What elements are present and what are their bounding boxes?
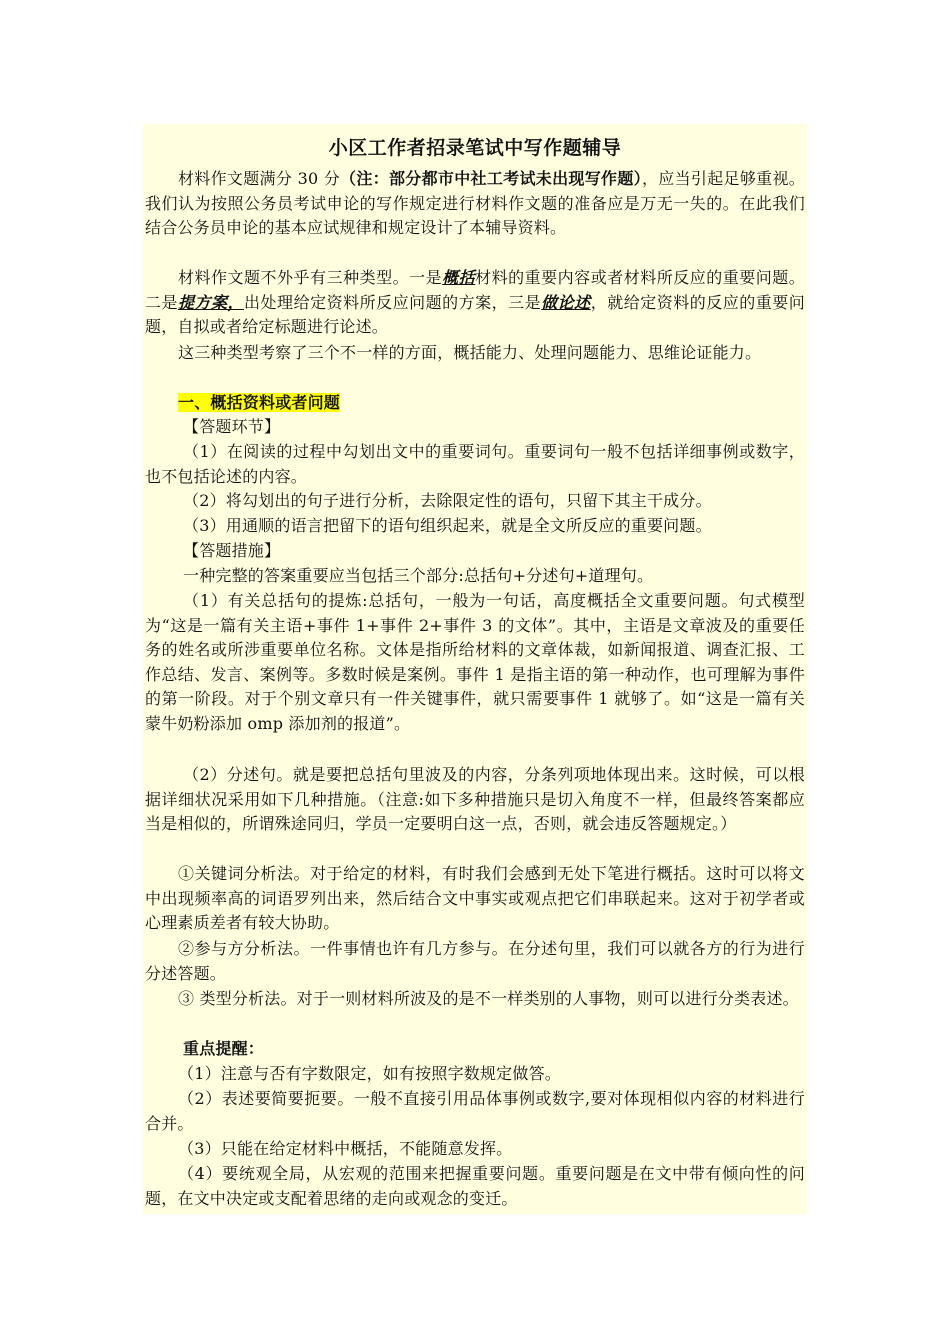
tip-3: （3）只能在给定材料中概括，不能随意发挥。 — [178, 1139, 513, 1158]
keyword-propose: 提方案， — [178, 292, 245, 312]
methods-intro: 一种完整的答案重要应当包括三个部分:总括句+分述句+道理句。 — [183, 566, 654, 585]
intro-p1-text-a: 材料作文题满分 30 分 — [178, 169, 341, 188]
intro-p2-text-a: 材料作文题不外乎有三种类型。一是 — [178, 268, 443, 287]
sub-method-3: ③ 类型分析法。对于一则材料所波及的是不一样类别的人事物，则可以进行分类表述。 — [178, 989, 799, 1008]
document-title: 小区工作者招录笔试中写作题辅导 — [328, 137, 622, 159]
step-3: （3）用通顺的语言把留下的语句组织起来，就是全文所反应的重要问题。 — [183, 516, 712, 535]
keyword-summarize: 概括 — [442, 268, 476, 287]
step-2: （2）将勾划出的句子进行分析，去除限定性的语句，只留下其主干成分。 — [183, 491, 712, 510]
tip-2: （2）表述要简要扼要。一般不直接引用品体事例或数字,要对体现相似内容的材料进行合并。 — [145, 1089, 805, 1133]
section-heading — [145, 391, 805, 416]
tips-label-text: 重点提醒： — [183, 1039, 265, 1058]
intro-p2-text-d: ，就给定资料的反应的重要问题，自拟或者给定标题进行论述。 — [145, 292, 805, 336]
steps-label: 【答题环节】 — [183, 417, 281, 436]
sub-method-2: ②参与方分析法。一件事情也许有几方参与。在分述句里，我们可以就各方的行为进行分述答题。 — [145, 939, 805, 983]
step-1: （1）在阅读的过程中勾划出文中的重要词句。重要词句一般不包括详细事例或数字，也不包括论述的内容。 — [145, 442, 805, 486]
keyword-argue: 做论述 — [541, 292, 591, 312]
tips-label — [145, 1037, 805, 1062]
tip-4: （4）要统观全局，从宏观的范围来把握重要问题。重要问题是在文中带有倾向性的问题，在文中决定或支配着思绪的走向或观念的变迁。 — [145, 1164, 805, 1208]
tip-1: （1）注意与否有字数限定，如有按照字数规定做答。 — [178, 1064, 561, 1083]
intro-p2-text-b: 材料的重要内容或者材料所反应的重要问题。二是 — [145, 268, 805, 312]
intro-paragraph-1 — [145, 167, 805, 241]
section-heading-text: 一、概括资料或者问题 — [178, 393, 341, 412]
intro-p1-note: （注：部分都市中社工考试未出现写作题） — [340, 169, 642, 188]
intro-p2-text-c: 出处理给定资料所反应问题的方案，三是 — [244, 292, 542, 312]
method-1: （1）有关总括句的提炼:总括句，一般为一句话，高度概括全文重要问题。句式模型为“这是一篇有关主语+事件 1+事件 2+事件 3 的文体”。其中，主语是文章波及的重要任务的姓名或所涉重要单位名称。文体是指所给材料的文章体裁，如新闻报道、调查汇报、工作总结、发言、案例等。多数时候是案例。事件 1 是指主语的第一种动作，也可理解为事件的第一阶段。对于个别文章只有一件关键事件，就只需要事件 1 就够了。如“这是一篇有关蒙牛奶粉添加 omp 添加剂的报道”。 — [145, 591, 805, 733]
intro-paragraph-3: 这三种类型考察了三个不一样的方面，概括能力、处理问题能力、思维论证能力。 — [178, 343, 762, 362]
sub-method-1: ①关键词分析法。对于给定的材料，有时我们会感到无处下笔进行概括。这时可以将文中出现频率高的词语罗列出来，然后结合文中事实或观点把它们串联起来。这对于初学者或心理素质差者有较大协助。 — [145, 864, 805, 932]
intro-paragraph-2 — [145, 266, 805, 340]
method-2: （2）分述句。就是要把总括句里波及的内容，分条列项地体现出来。这时候，可以根据详细状况采用如下几种措施。（注意:如下多种措施只是切入角度不一样，但最终答案都应当是相似的，所谓殊途同归，学员一定要明白这一点，否则，就会违反答题规定。） — [145, 765, 805, 833]
intro-p1-text-c: ，应当引起足够重视。我们认为按照公务员考试申论的写作规定进行材料作文题的准备应是万无一失的。在此我们结合公务员申论的基本应试规律和规定设计了本辅导资料。 — [145, 169, 805, 237]
methods-label: 【答题措施】 — [183, 541, 281, 560]
